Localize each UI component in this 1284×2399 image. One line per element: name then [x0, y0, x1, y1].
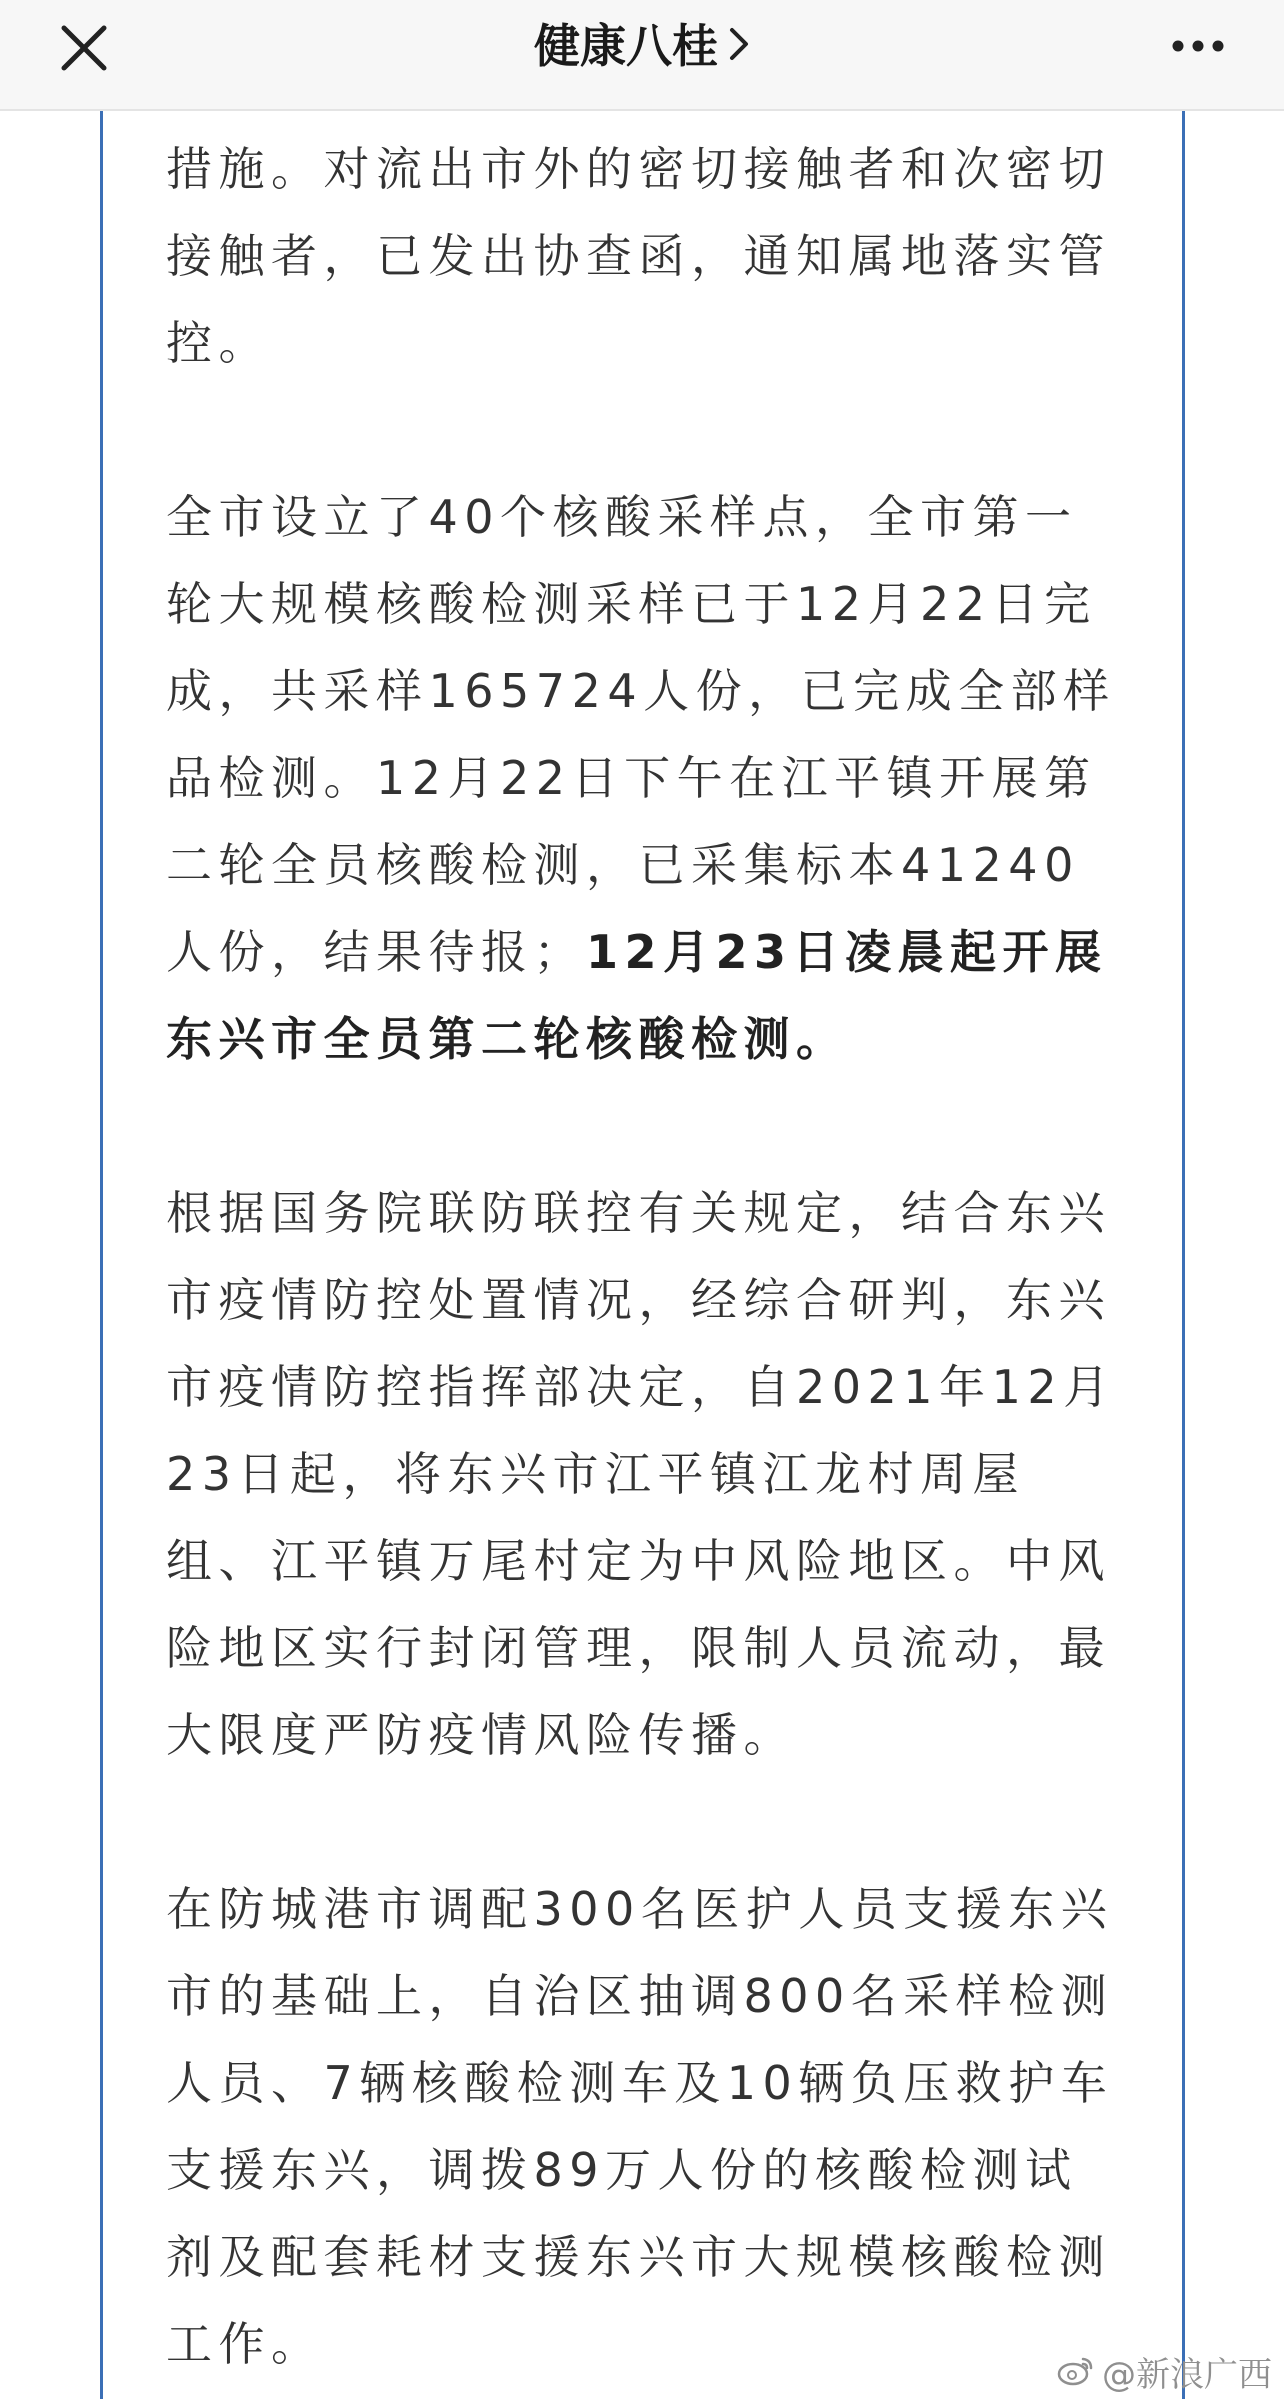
- watermark-text: @新浪广西: [1102, 2355, 1272, 2395]
- watermark: [1056, 2353, 1272, 2397]
- paragraph-2-bold: 12月23日凌晨起开展东兴市全员第二轮核酸检测。: [166, 925, 1108, 1066]
- paragraph-2-text: 全市设立了40个核酸采样点，全市第一轮大规模核酸检测采样已于12月22日完成，共采样165724人份，已完成全部样品检测。12月22日下午在江平镇开展第二轮全员核酸检测，已采集标本41240人份，结果待报；: [166, 490, 1116, 979]
- top-nav-bar: [0, 0, 1284, 111]
- account-title-link[interactable]: [0, 10, 1284, 82]
- paragraph-4: 在防城港市调配300名医护人员支援东兴市的基础上，自治区抽调800名采样检测人员、7辆核酸检测车及10辆负压救护车支援东兴，调拨89万人份的核酸检测试剂及配套耗材支援东兴市大规模核酸检测工作。: [166, 1882, 1114, 2371]
- paragraph-2: [166, 474, 1126, 1083]
- weibo-icon: [1056, 2353, 1096, 2397]
- article-body: [166, 126, 1126, 2388]
- paragraph-3: 根据国务院联防联控有关规定，结合东兴市疫情防控处置情况，经综合研判，东兴市疫情防控指挥部决定，自2021年12月23日起，将东兴市江平镇江龙村周屋组、江平镇万尾村定为中风险地区。中风险地区实行封闭管理，限制人员流动，最大限度严防疫情风险传播。: [166, 1186, 1116, 1762]
- account-title: 健康八桂: [534, 19, 718, 73]
- chevron-right-icon: [728, 10, 750, 82]
- paragraph-1: 措施。对流出市外的密切接触者和次密切接触者，已发出协查函，通知属地落实管控。: [166, 142, 1111, 370]
- more-dots-icon[interactable]: [1166, 22, 1230, 70]
